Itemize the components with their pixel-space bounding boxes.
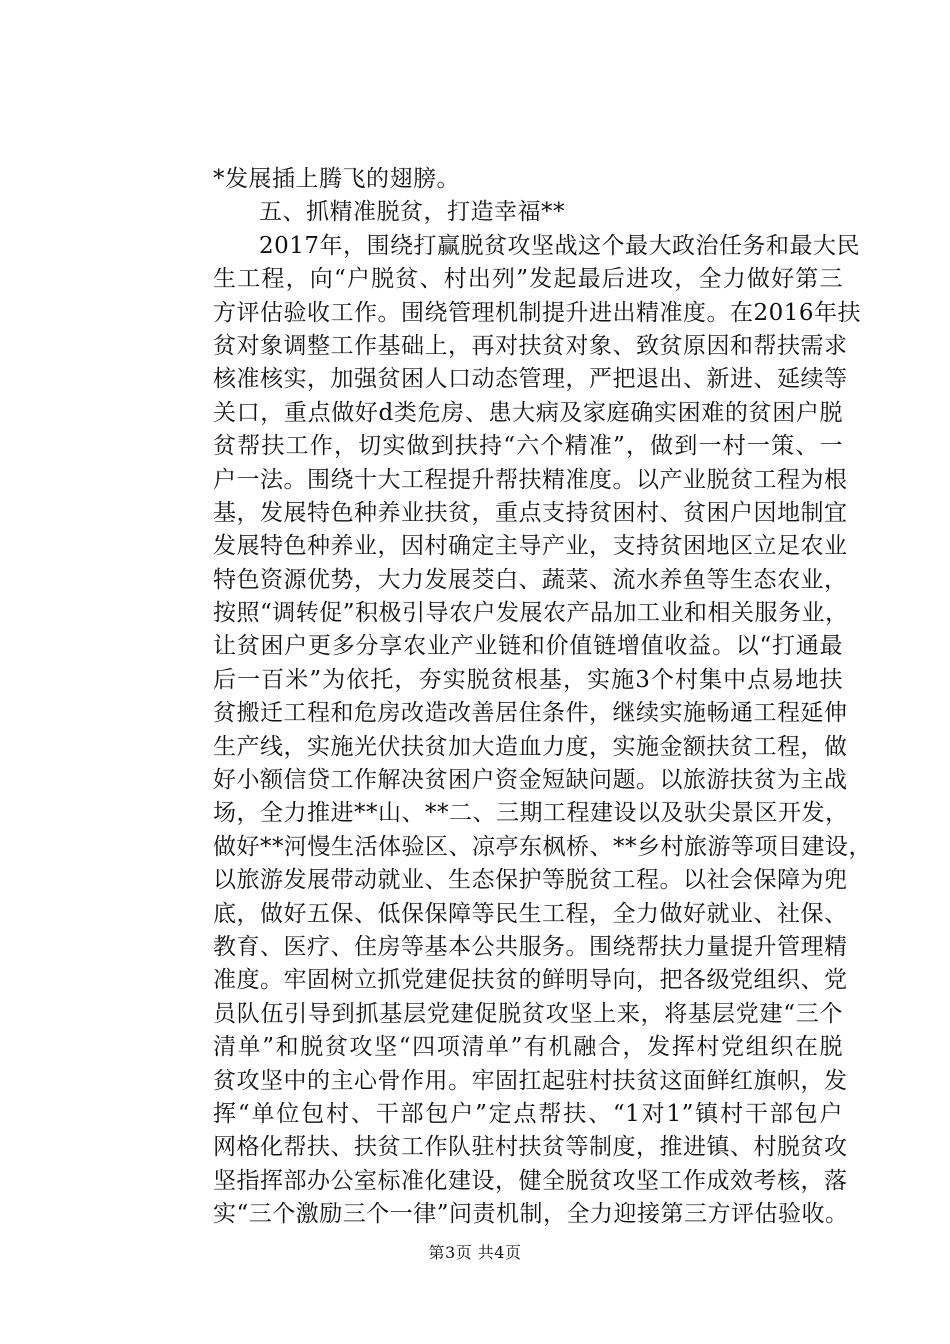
text-line: 户一法。围绕十大工程提升帮扶精准度。以产业脱贫工程为根 <box>213 466 848 493</box>
text-line: *发展插上腾飞的翅膀。 <box>213 166 460 192</box>
text-line: 实“三个激励三个一律”问责机制，全力迎接第三方评估验收。 <box>213 1201 849 1228</box>
text-line: 特色资源优势，大力发展茭白、蔬菜、流水养鱼等生态农业， <box>213 566 848 593</box>
text-line: 准度。牢固树立抓党建促扶贫的鲜明导向，把各级党组织、党 <box>213 967 848 994</box>
text-line: 以旅游发展带动就业、生态保护等脱贫工程。以社会保障为兜 <box>213 867 848 894</box>
section-heading: 五、抓精准脱贫，打造幸福** <box>259 199 565 226</box>
text-line: 方评估验收工作。围绕管理机制提升进出精准度。在2016年扶 <box>213 299 862 326</box>
text-line: 底，做好五保、低保保障等民生工程，全力做好就业、社保、 <box>213 900 848 927</box>
text-line: 场，全力推进**山、**二、三期工程建设以及驮尖景区开发， <box>213 800 849 827</box>
text-line: 生工程，向“户脱贫、村出列”发起最后进攻，全力做好第三 <box>213 266 843 293</box>
text-line: 网格化帮扶、扶贫工作队驻村扶贫等制度，推进镇、村脱贫攻 <box>213 1134 848 1161</box>
text-line: 清单”和脱贫攻坚“四项清单”有机融合，发挥村党组织在脱 <box>213 1034 843 1061</box>
text-line: 按照“调转促”积极引导农户发展农产品加工业和相关服务业， <box>213 600 849 627</box>
text-line: 核准核实，加强贫困人口动态管理，严把退出、新进、延续等 <box>213 366 848 393</box>
text-line: 贫对象调整工作基础上，再对扶贫对象、致贫原因和帮扶需求 <box>213 332 848 359</box>
text-line: 员队伍引导到抓基层党建促脱贫攻坚上来，将基层党建“三个 <box>213 1000 843 1027</box>
text-line: 让贫困户更多分享农业产业链和价值链增值收益。以“打通最 <box>213 633 843 660</box>
text-line: 贫攻坚中的主心骨作用。牢固扛起驻村扶贫这面鲜红旗帜，发 <box>213 1067 848 1094</box>
text-line: 坚指挥部办公室标准化建设，健全脱贫攻坚工作成效考核，落 <box>213 1167 848 1194</box>
text-line: 好小额信贷工作解决贫困户资金短缺问题。以旅游扶贫为主战 <box>213 767 848 794</box>
page-number-footer: 第3页 共4页 <box>428 1243 522 1262</box>
text-line: 教育、医疗、住房等基本公共服务。围绕帮扶力量提升管理精 <box>213 933 848 960</box>
body-text <box>213 163 872 1232</box>
text-line: 贫帮扶工作，切实做到扶持“六个精准”，做到一村一策、一 <box>213 433 843 460</box>
text-line: 做好**河慢生活体验区、凉亭东枫桥、**乡村旅游等项目建设， <box>213 833 872 860</box>
text-line: 基，发展特色种养业扶贫，重点支持贫困村、贫困户因地制宜 <box>213 499 848 526</box>
text-line: 关口，重点做好d类危房、患大病及家庭确实困难的贫困户脱 <box>213 399 843 426</box>
text-line: 挥“单位包村、干部包户”定点帮扶、“1对1”镇村干部包户 <box>213 1100 843 1127</box>
text-line: 生产线，实施光伏扶贫加大造血力度，实施金额扶贫工程，做 <box>213 733 848 760</box>
text-line: 贫搬迁工程和危房改造改善居住条件，继续实施畅通工程延伸 <box>213 700 848 727</box>
text-line: 发展特色种养业，因村确定主导产业，支持贫困地区立足农业 <box>213 533 848 560</box>
text-line: 2017年，围绕打赢脱贫攻坚战这个最大政治任务和最大民 <box>259 232 861 259</box>
text-line: 后一百米”为依托，夯实脱贫根基，实施3个村集中点易地扶 <box>213 666 843 693</box>
